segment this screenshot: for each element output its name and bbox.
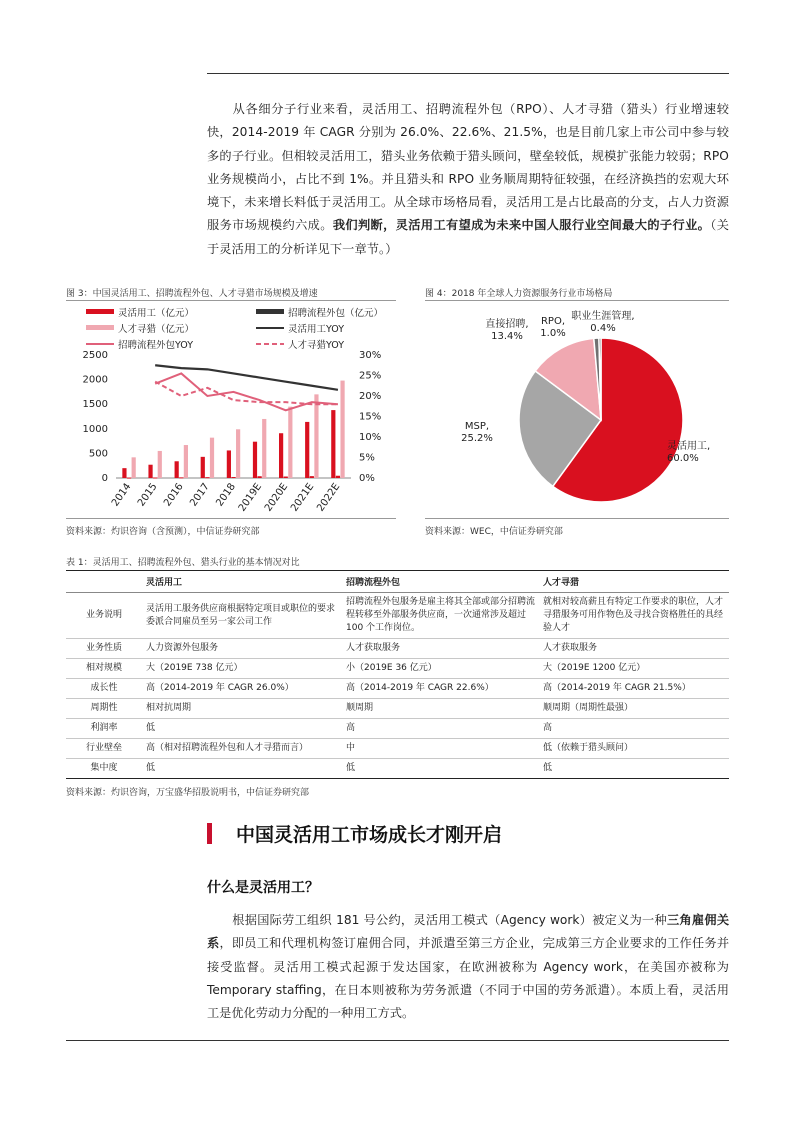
bar-rpo [231, 477, 235, 478]
table-cell: 低 [142, 719, 342, 739]
table-cell: 招聘流程外包服务是雇主将其全部或部分招聘流程转移至外部服务供应商，一次通常涉及超过 100 个工作岗位。 [342, 593, 539, 639]
x-tick-label: 2021E [289, 481, 317, 514]
section-marker [207, 823, 212, 844]
table-cell: 顺周期 [342, 699, 539, 719]
table-row-label: 成长性 [66, 679, 142, 699]
table-row [66, 639, 729, 659]
legend-label: 人才寻猎YOY [288, 340, 345, 351]
header-rule [207, 73, 729, 74]
comparison-table [66, 570, 729, 779]
bar-hunt [314, 394, 318, 478]
pie-label: 直接招聘, [485, 319, 529, 330]
table-cell: 灵活用工服务供应商根据特定项目或职位的要求委派合同雇员至另一家公司工作 [142, 593, 342, 639]
y-left-tick-label: 1500 [82, 399, 108, 411]
bar-rpo [127, 478, 131, 479]
definition-text-cont: ，即员工和代理机构签订雇佣合同，并派遣至第三方企业，完成第三方企业要求的工作任务并接受监督。灵活用工模式起源于发达国家，在欧洲被称为 Agency work，在美国亦被称为 Temporary staffing，在日本则被称为劳务派遣（不同于中国的劳务派遣）。本质上看，灵活用工是优化劳动力分配的一种用工方式。 [207, 936, 730, 1021]
pie-label: 13.4% [491, 331, 523, 342]
table-cell: 就相对较高薪且有特定工作要求的职位，人才寻猎服务可用作物色及寻找合资格胜任的具经验人才 [539, 593, 729, 639]
bar-flex [227, 450, 231, 478]
pie-label: MSP, [464, 421, 490, 432]
table-cell: 相对抗周期 [142, 699, 342, 719]
table-cell: 人才获取服务 [539, 639, 729, 659]
fig4-bottom-rule [425, 518, 729, 519]
y-right-tick-label: 25% [359, 370, 382, 382]
bar-rpo [336, 476, 340, 478]
fig3-source: 资料来源：灼识咨询（含预测），中信证券研究部 [66, 527, 260, 537]
fig3-chart [66, 302, 396, 517]
bar-flex [122, 468, 126, 478]
x-tick-label: 2014 [109, 481, 134, 509]
table-row-label: 业务说明 [66, 593, 142, 639]
fig4-title: 图 4：2018 年全球人力资源服务行业市场格局 [425, 289, 613, 299]
table-cell: 低（依赖于猎头顾问） [539, 739, 729, 759]
x-tick-label: 2018 [214, 481, 238, 509]
pie-label: 0.4% [590, 323, 616, 334]
table-row-label: 行业壁垒 [66, 739, 142, 759]
definition-paragraph [207, 909, 729, 1025]
bar-rpo [284, 477, 288, 478]
table-cell: 小（2019E 36 亿元） [342, 659, 539, 679]
fig3-bottom-rule [66, 518, 396, 519]
pie-label: 1.0% [540, 328, 566, 339]
table-cell: 高（2014-2019 年 CAGR 21.5%） [539, 679, 729, 699]
sub-heading: 什么是灵活用工？ [207, 880, 319, 896]
bar-flex [305, 422, 309, 478]
y-right-tick-label: 5% [359, 452, 375, 464]
table-cell: 大（2019E 1200 亿元） [539, 659, 729, 679]
y-right-tick-label: 10% [359, 432, 382, 443]
table-cell: 高（2014-2019 年 CAGR 26.0%） [142, 679, 342, 699]
table-cell: 高（相对招聘流程外包和人才寻猎而言） [142, 739, 342, 759]
bar-hunt [288, 407, 292, 478]
table-cell: 中 [342, 739, 539, 759]
section-title: 中国灵活用工市场成长才刚开启 [236, 824, 503, 846]
legend-label: 招聘流程外包（亿元） [288, 308, 384, 319]
table-header-cell: 人才寻猎 [539, 571, 729, 593]
x-tick-label: 2016 [162, 481, 186, 509]
pie-label: RPO, [540, 316, 566, 327]
table-header-row [66, 571, 729, 593]
pie-label: 60.0% [667, 453, 699, 464]
legend-label: 招聘流程外包YOY [118, 340, 194, 351]
fig3-top-rule [66, 300, 396, 301]
table-row [66, 739, 729, 759]
intro-note: （关于灵活用工的分析详见下一章节。） [207, 218, 730, 256]
x-tick-label: 2019E [236, 481, 265, 514]
x-tick-label: 2015 [136, 481, 160, 509]
table-cell: 低 [342, 759, 539, 779]
table-row [66, 699, 729, 719]
y-left-tick-label: 500 [88, 448, 108, 460]
table-row-label: 集中度 [66, 759, 142, 779]
table-cell: 高 [539, 719, 729, 739]
x-tick-label: 2020E [262, 481, 291, 514]
table-cell: 人才获取服务 [342, 639, 539, 659]
bar-flex [201, 457, 205, 478]
bar-flex [253, 442, 257, 478]
intro-text: 从各细分子行业来看，灵活用工、招聘流程外包（RPO）、人才寻猎（猎头）行业增速较快，2014-2019 年 CAGR 分别为 26.0%、22.6%、21.5%，也是目前几家上市公司中参与较多的子行业。但相较灵活用工，猎头业务依赖于猎头顾问，壁垒较低，规模扩张能力较弱；RPO 业务规模尚小，占比不到 1%。并且猎头和 RPO 业务顺周期特征较强，在经济换挡的宏观大环境下，未来增长料低于灵活用工。从全球市场格局看，灵活用工是占比最高的分支，占人力资源服务市场规模约六成。 [207, 102, 729, 233]
legend-swatch [86, 325, 114, 330]
definition-bold: 三角雇佣关系 [207, 913, 730, 951]
bar-hunt [132, 457, 136, 478]
table-cell: 高（2014-2019 年 CAGR 22.6%） [342, 679, 539, 699]
table-cell: 大（2019E 738 亿元） [142, 659, 342, 679]
bar-rpo [258, 476, 262, 478]
table-cell: 人力资源外包服务 [142, 639, 342, 659]
bar-flex [279, 433, 283, 478]
bar-rpo [310, 476, 314, 478]
fig4-source: 资料来源：WEC，中信证券研究部 [425, 527, 563, 537]
table-row-label: 业务性质 [66, 639, 142, 659]
table-cell: 顺周期（周期性最强） [539, 699, 729, 719]
pie-label: 灵活用工, [667, 441, 711, 452]
bar-hunt [236, 429, 240, 478]
fig4-chart [425, 302, 729, 517]
table-cell: 低 [539, 759, 729, 779]
fig3-title: 图 3：中国灵活用工、招聘流程外包、人才寻猎市场规模及增速 [66, 289, 318, 299]
table-row-label: 相对规模 [66, 659, 142, 679]
legend-label: 灵活用工YOY [288, 324, 345, 335]
footer-rule [66, 1040, 729, 1041]
table-header-cell [66, 571, 142, 593]
table-row-label: 周期性 [66, 699, 142, 719]
pie-label: 职业生涯管理, [571, 311, 635, 322]
table-source: 资料来源：灼识咨询，万宝盛华招股说明书，中信证券研究部 [66, 788, 310, 798]
bar-flex [148, 465, 152, 478]
y-left-tick-label: 1000 [82, 423, 108, 435]
y-right-tick-label: 0% [359, 473, 375, 484]
bar-flex [331, 410, 335, 478]
table-cell: 高 [342, 719, 539, 739]
y-right-tick-label: 20% [359, 391, 382, 402]
bar-rpo [179, 477, 183, 478]
y-left-tick-label: 2000 [82, 374, 108, 386]
bar-hunt [158, 451, 162, 478]
table-row [66, 759, 729, 779]
table-row [66, 659, 729, 679]
table-cell: 低 [142, 759, 342, 779]
bar-hunt [210, 438, 214, 478]
bar-rpo [153, 478, 157, 479]
y-right-tick-label: 30% [359, 350, 382, 361]
table-header-cell: 灵活用工 [142, 571, 342, 593]
legend-label: 人才寻猎（亿元） [118, 324, 195, 335]
y-left-tick-label: 2500 [82, 350, 108, 361]
table-header-cell: 招聘流程外包 [342, 571, 539, 593]
bar-hunt [184, 445, 188, 478]
table-row [66, 679, 729, 699]
bar-rpo [205, 477, 209, 478]
table-row-label: 利润率 [66, 719, 142, 739]
intro-paragraph [207, 98, 729, 261]
y-left-tick-label: 0 [101, 473, 108, 484]
legend-label: 灵活用工（亿元） [118, 308, 195, 319]
legend-swatch [256, 309, 284, 314]
x-tick-label: 2017 [188, 481, 212, 509]
pie-label: 25.2% [461, 433, 493, 444]
table-row [66, 719, 729, 739]
table-row [66, 593, 729, 639]
fig4-top-rule [425, 300, 729, 301]
series-line [155, 365, 338, 390]
legend-swatch [86, 309, 114, 314]
bar-hunt [340, 381, 344, 478]
bar-flex [175, 461, 179, 478]
y-right-tick-label: 15% [359, 411, 382, 423]
table-title: 表 1：灵活用工、招聘流程外包、猎头行业的基本情况对比 [66, 558, 300, 568]
x-tick-label: 2022E [315, 481, 343, 514]
intro-judgement: 我们判断，灵活用工有望成为未来中国人服行业空间最大的子行业。 [332, 218, 711, 233]
bar-hunt [262, 419, 266, 478]
definition-text: 根据国际劳工组织 181 号公约，灵活用工模式（Agency work）被定义为一种 [232, 913, 667, 927]
